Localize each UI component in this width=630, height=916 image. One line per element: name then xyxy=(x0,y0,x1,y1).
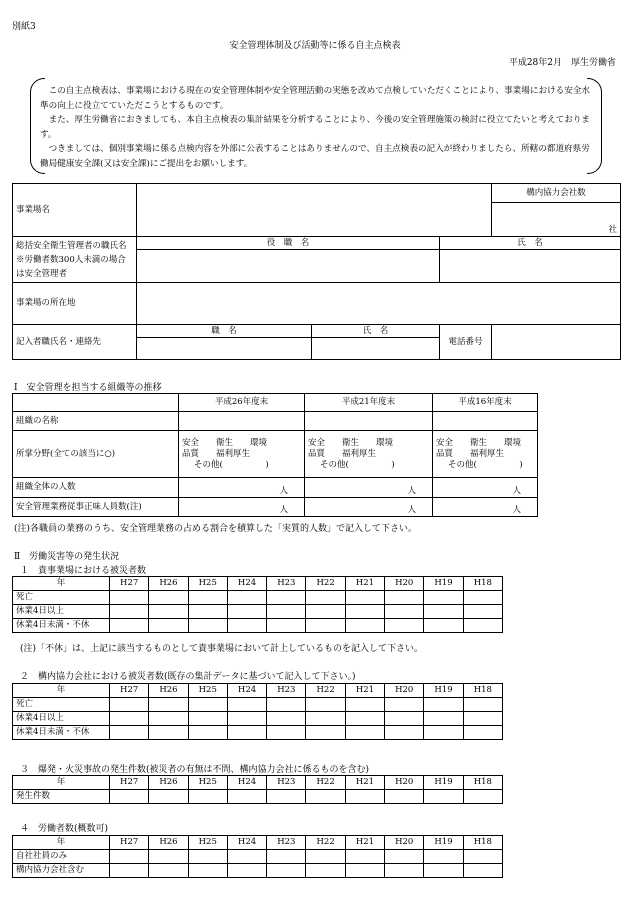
intro-paragraph-2: また、厚生労働省におきましても、本自主点検表の集計結果を分析することにより、今後の安全管理施策の検討に役立てたいと考えております。 xyxy=(40,115,591,140)
year-header: H27 xyxy=(110,684,149,698)
sub3-table xyxy=(12,775,503,804)
year-header: H26 xyxy=(149,684,188,698)
org-name-field-2[interactable] xyxy=(305,412,433,431)
org-name-field-1[interactable] xyxy=(179,412,305,431)
field-line-3: その他( ) xyxy=(194,459,269,470)
attachment-label: 別紙3 xyxy=(12,22,36,32)
year-header: H20 xyxy=(385,836,424,850)
manager-name-field[interactable] xyxy=(440,250,621,283)
data-cell[interactable] xyxy=(463,726,502,740)
address-field[interactable] xyxy=(137,283,621,325)
year-label: 年 xyxy=(13,836,110,850)
year-header: H24 xyxy=(227,776,266,790)
data-cell[interactable] xyxy=(463,850,502,864)
data-cell[interactable] xyxy=(345,605,384,619)
data-cell[interactable] xyxy=(345,790,384,804)
year-header: H20 xyxy=(385,684,424,698)
recorder-position-header: 職 名 xyxy=(137,325,312,338)
year-label: 年 xyxy=(13,776,110,790)
year-header: H26 xyxy=(149,577,188,591)
data-cell[interactable] xyxy=(110,850,149,864)
year-header: H25 xyxy=(188,836,227,850)
data-cell[interactable] xyxy=(188,864,227,878)
workplace-info-table xyxy=(12,183,621,360)
data-cell[interactable] xyxy=(227,726,266,740)
workplace-name-field[interactable] xyxy=(137,184,492,237)
sub3-title: ３ 爆発・火災事故の発生件数(被災者の有無は不問、構内協力会社に係るものを含む) xyxy=(20,765,370,775)
data-cell[interactable] xyxy=(188,605,227,619)
data-cell[interactable] xyxy=(110,698,149,712)
data-cell[interactable] xyxy=(267,712,306,726)
year-header: H19 xyxy=(424,577,463,591)
row-label: 休業4日以上 xyxy=(13,605,110,619)
row-label: 休業4日未満・不休 xyxy=(13,619,110,633)
year-header: H19 xyxy=(424,776,463,790)
data-cell[interactable] xyxy=(424,605,463,619)
year-header: H18 xyxy=(463,577,502,591)
data-cell[interactable] xyxy=(385,864,424,878)
data-cell[interactable] xyxy=(188,790,227,804)
section1-heading: Ⅰ 安全管理を担当する組織等の推移 xyxy=(14,383,162,393)
row-label: 発生件数 xyxy=(13,790,110,804)
data-cell[interactable] xyxy=(267,864,306,878)
row-label: 死亡 xyxy=(13,698,110,712)
field-label: 所掌分野(全ての該当に○) xyxy=(13,431,179,478)
year-label: 年 xyxy=(13,684,110,698)
field-line-1: 安全 衛生 環境 xyxy=(436,437,522,448)
data-cell[interactable] xyxy=(424,619,463,633)
data-cell[interactable] xyxy=(227,698,266,712)
year-header-3: 平成16年度末 xyxy=(433,394,538,412)
data-cell[interactable] xyxy=(424,591,463,605)
org-name-field-3[interactable] xyxy=(433,412,538,431)
organization-table xyxy=(12,393,538,517)
field-line-1: 安全 衛生 環境 xyxy=(182,437,268,448)
data-cell[interactable] xyxy=(306,619,345,633)
data-cell[interactable] xyxy=(110,591,149,605)
year-header: H21 xyxy=(345,684,384,698)
year-header: H23 xyxy=(267,684,306,698)
intro-paragraph-1: この自主点検表は、事業場における現在の安全管理体制や安全管理活動の実態を改めて点検していただくことにより、事業場における安全水準の向上に役立てていただこうとするものです。 xyxy=(40,86,591,111)
data-cell[interactable] xyxy=(227,790,266,804)
data-cell[interactable] xyxy=(149,864,188,878)
year-header: H27 xyxy=(110,577,149,591)
data-cell[interactable] xyxy=(149,850,188,864)
data-cell[interactable] xyxy=(306,726,345,740)
data-cell[interactable] xyxy=(345,850,384,864)
intro-paragraph-3: つきましては、個別事業場に係る点検内容を外部に公表することはありませんので、自主点検表の記入が終わりましたら、所轄の都道府県労働局健康安全課(又は安全課)にご提出をお願いします。 xyxy=(40,144,590,169)
data-cell[interactable] xyxy=(227,619,266,633)
address-label: 事業場の所在地 xyxy=(13,283,137,325)
year-label: 年 xyxy=(13,577,110,591)
field-line-2: 品質 福利厚生 xyxy=(182,448,251,459)
data-cell[interactable] xyxy=(385,619,424,633)
data-cell[interactable] xyxy=(267,790,306,804)
data-cell[interactable] xyxy=(110,864,149,878)
data-cell[interactable] xyxy=(227,864,266,878)
dedicated-field-3[interactable] xyxy=(433,498,538,517)
data-cell[interactable] xyxy=(424,712,463,726)
year-header: H20 xyxy=(385,577,424,591)
dedicated-label: 安全管理業務従事正味人員数(注) xyxy=(13,498,179,517)
data-cell[interactable] xyxy=(267,726,306,740)
year-header: H18 xyxy=(463,836,502,850)
data-cell[interactable] xyxy=(110,605,149,619)
year-header: H23 xyxy=(267,577,306,591)
recorder-name-field[interactable] xyxy=(312,338,440,360)
field-options-2[interactable] xyxy=(305,431,433,478)
year-header: H20 xyxy=(385,776,424,790)
data-cell[interactable] xyxy=(188,619,227,633)
data-cell[interactable] xyxy=(385,591,424,605)
data-cell[interactable] xyxy=(110,712,149,726)
data-cell[interactable] xyxy=(463,619,502,633)
recorder-name-header: 氏 名 xyxy=(312,325,440,338)
date-organization: 平成28年2月 厚生労働省 xyxy=(508,58,616,68)
data-cell[interactable] xyxy=(306,605,345,619)
manager-label: 総括安全衛生管理者の職氏名 ※労働者数300人未満の場合は安全管理者 xyxy=(13,237,137,283)
data-cell[interactable] xyxy=(306,698,345,712)
data-cell[interactable] xyxy=(306,790,345,804)
intro-box xyxy=(30,78,602,172)
data-cell[interactable] xyxy=(149,698,188,712)
data-cell[interactable] xyxy=(385,790,424,804)
dedicated-field-1[interactable] xyxy=(179,498,305,517)
unit-label: 人 xyxy=(407,486,416,496)
year-header: H22 xyxy=(306,776,345,790)
data-cell[interactable] xyxy=(345,698,384,712)
year-header-1: 平成26年度末 xyxy=(179,394,305,412)
row-label: 死亡 xyxy=(13,591,110,605)
data-cell[interactable] xyxy=(424,698,463,712)
data-cell[interactable] xyxy=(385,726,424,740)
data-cell[interactable] xyxy=(385,850,424,864)
dedicated-field-2[interactable] xyxy=(305,498,433,517)
data-cell[interactable] xyxy=(385,712,424,726)
sub1-table xyxy=(12,576,503,633)
year-header: H22 xyxy=(306,684,345,698)
data-cell[interactable] xyxy=(149,790,188,804)
row-label: 休業4日未満・不休 xyxy=(13,726,110,740)
year-header: H26 xyxy=(149,836,188,850)
data-cell[interactable] xyxy=(267,591,306,605)
year-header: H19 xyxy=(424,836,463,850)
row-label: 構内協力会社含む xyxy=(13,864,110,878)
document-title: 安全管理体制及び活動等に係る自主点検表 xyxy=(229,41,401,51)
data-cell[interactable] xyxy=(463,605,502,619)
year-header: H27 xyxy=(110,836,149,850)
year-header: H26 xyxy=(149,776,188,790)
data-cell[interactable] xyxy=(463,712,502,726)
data-cell[interactable] xyxy=(345,712,384,726)
data-cell[interactable] xyxy=(149,712,188,726)
data-cell[interactable] xyxy=(424,864,463,878)
data-cell[interactable] xyxy=(345,619,384,633)
year-header: H22 xyxy=(306,836,345,850)
data-cell[interactable] xyxy=(188,850,227,864)
sub2-table xyxy=(12,683,503,740)
phone-field[interactable] xyxy=(492,325,621,360)
sub1-title: １ 貴事業場における被災者数 xyxy=(20,566,147,576)
data-cell[interactable] xyxy=(110,619,149,633)
data-cell[interactable] xyxy=(267,619,306,633)
row-label: 休業4日以上 xyxy=(13,712,110,726)
year-header: H21 xyxy=(345,836,384,850)
data-cell[interactable] xyxy=(227,850,266,864)
data-cell[interactable] xyxy=(188,591,227,605)
intro-text xyxy=(40,84,596,171)
data-cell[interactable] xyxy=(306,591,345,605)
manager-position-field[interactable] xyxy=(137,250,440,283)
data-cell[interactable] xyxy=(424,790,463,804)
data-cell[interactable] xyxy=(267,698,306,712)
recorder-position-field[interactable] xyxy=(137,338,312,360)
data-cell[interactable] xyxy=(227,591,266,605)
phone-label: 電話番号 xyxy=(440,325,492,360)
year-header: H22 xyxy=(306,577,345,591)
name-col-header: 氏 名 xyxy=(440,237,621,250)
unit-label: 人 xyxy=(279,486,288,496)
data-cell[interactable] xyxy=(306,864,345,878)
unit-label: 人 xyxy=(512,486,521,496)
recorder-label: 記入者職氏名・連絡先 xyxy=(13,325,137,360)
data-cell[interactable] xyxy=(385,698,424,712)
field-line-3: その他( ) xyxy=(448,459,523,470)
year-header: H19 xyxy=(424,684,463,698)
unit-label: 人 xyxy=(279,505,288,515)
data-cell[interactable] xyxy=(149,591,188,605)
data-cell[interactable] xyxy=(188,712,227,726)
data-cell[interactable] xyxy=(306,850,345,864)
year-header: H23 xyxy=(267,776,306,790)
data-cell[interactable] xyxy=(149,619,188,633)
subcontractors-label: 構内協力会社数 xyxy=(492,184,621,203)
data-cell[interactable] xyxy=(463,698,502,712)
unit-label: 人 xyxy=(512,505,521,515)
org-header-blank xyxy=(13,394,179,412)
total-field-2[interactable] xyxy=(305,478,433,498)
data-cell[interactable] xyxy=(227,605,266,619)
data-cell[interactable] xyxy=(188,726,227,740)
sub4-table xyxy=(12,835,503,878)
year-header: H23 xyxy=(267,836,306,850)
sub1-note: (注)「不休」は、上記に該当するものとして貴事業場において計上しているものを記入して下さい。 xyxy=(20,644,424,654)
sub4-title: ４ 労働者数(概数可) xyxy=(20,824,109,834)
data-cell[interactable] xyxy=(149,726,188,740)
data-cell[interactable] xyxy=(463,864,502,878)
data-cell[interactable] xyxy=(149,605,188,619)
section2-heading: Ⅱ 労働災害等の発生状況 xyxy=(14,552,120,562)
year-header: H24 xyxy=(227,577,266,591)
data-cell[interactable] xyxy=(345,591,384,605)
year-header: H25 xyxy=(188,776,227,790)
year-header: H25 xyxy=(188,684,227,698)
unit-label: 人 xyxy=(407,505,416,515)
year-header: H21 xyxy=(345,577,384,591)
data-cell[interactable] xyxy=(227,712,266,726)
section1-note: (注)各職員の業務のうち、安全管理業務の占める割合を積算した「実質的人数」で記入して下さい。 xyxy=(14,524,418,534)
year-header: H18 xyxy=(463,684,502,698)
total-label: 組織全体の人数 xyxy=(13,478,179,498)
workplace-name-label: 事業場名 xyxy=(13,184,137,237)
data-cell[interactable] xyxy=(424,726,463,740)
data-cell[interactable] xyxy=(110,790,149,804)
data-cell[interactable] xyxy=(385,605,424,619)
field-options-1[interactable] xyxy=(179,431,305,478)
total-field-1[interactable] xyxy=(179,478,305,498)
data-cell[interactable] xyxy=(267,605,306,619)
field-line-2: 品質 福利厚生 xyxy=(436,448,505,459)
sub2-title: ２ 構内協力会社における被災者数(既存の集計データに基づいて記入して下さい。) xyxy=(20,672,356,682)
data-cell[interactable] xyxy=(306,712,345,726)
data-cell[interactable] xyxy=(424,850,463,864)
row-label: 自社社員のみ xyxy=(13,850,110,864)
field-line-1: 安全 衛生 環境 xyxy=(308,437,394,448)
year-header: H25 xyxy=(188,577,227,591)
field-options-3[interactable] xyxy=(433,431,538,478)
data-cell[interactable] xyxy=(463,790,502,804)
data-cell[interactable] xyxy=(345,864,384,878)
field-line-2: 品質 福利厚生 xyxy=(308,448,377,459)
year-header: H18 xyxy=(463,776,502,790)
year-header-2: 平成21年度末 xyxy=(305,394,433,412)
year-header: H21 xyxy=(345,776,384,790)
field-line-3: その他( ) xyxy=(320,459,395,470)
year-header: H24 xyxy=(227,684,266,698)
data-cell[interactable] xyxy=(345,726,384,740)
subcontractors-field[interactable] xyxy=(492,203,621,237)
year-header: H24 xyxy=(227,836,266,850)
org-name-label: 組織の名称 xyxy=(13,412,179,431)
subcontractors-unit: 社 xyxy=(608,225,618,235)
total-field-3[interactable] xyxy=(433,478,538,498)
data-cell[interactable] xyxy=(267,850,306,864)
position-col-header: 役 職 名 xyxy=(137,237,440,250)
data-cell[interactable] xyxy=(463,591,502,605)
year-header: H27 xyxy=(110,776,149,790)
data-cell[interactable] xyxy=(110,726,149,740)
data-cell[interactable] xyxy=(188,698,227,712)
